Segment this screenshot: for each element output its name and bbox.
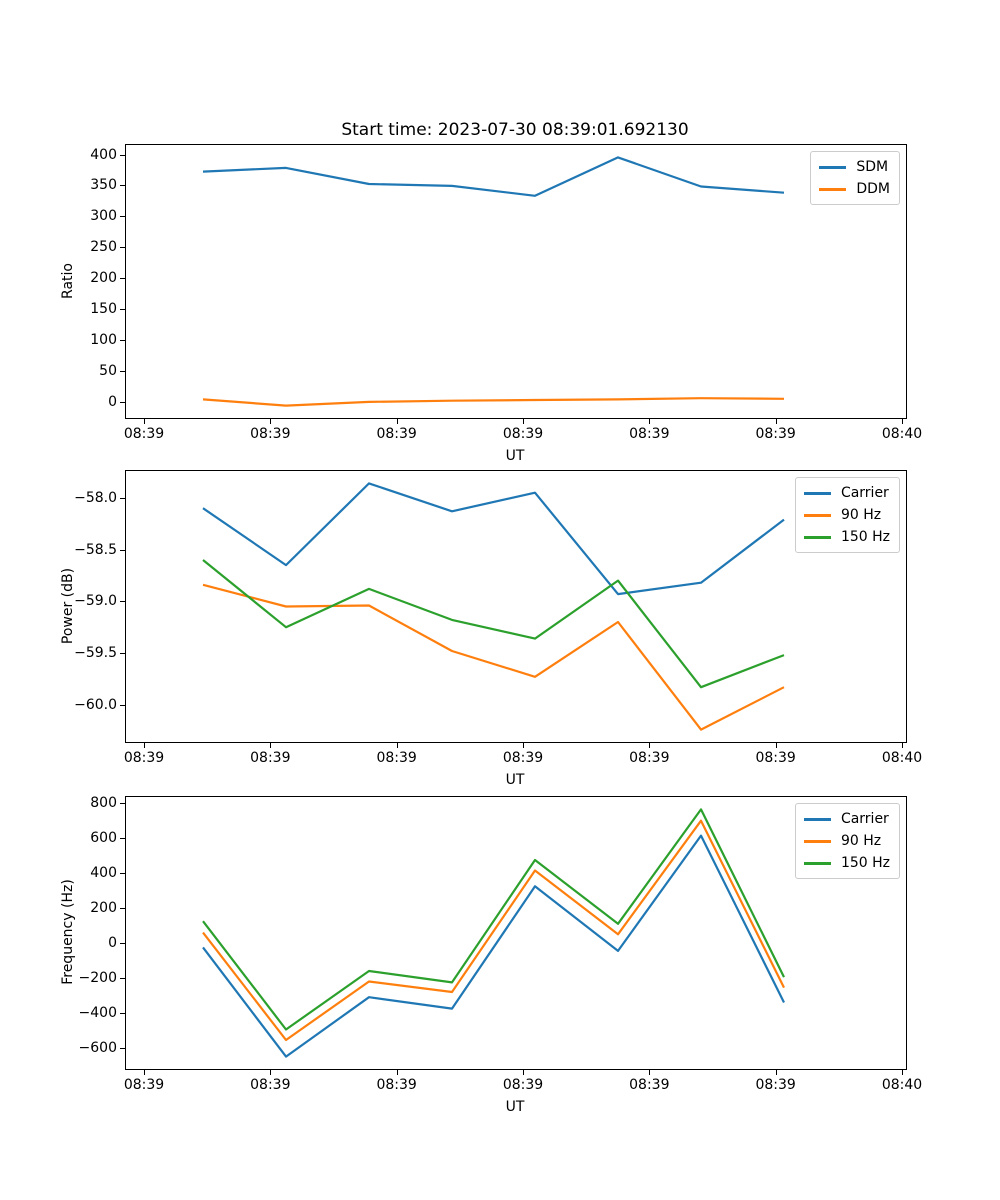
x-tick-mark: [902, 743, 903, 748]
y-tick-mark: [120, 402, 125, 403]
y-axis-label: Frequency (Hz): [60, 879, 76, 985]
x-tick-label: 08:39: [502, 426, 544, 442]
legend-entry-carrier: [804, 808, 890, 830]
y-tick-label: 400: [90, 146, 117, 163]
x-tick-mark: [144, 1070, 145, 1075]
x-tick-label: 08:39: [123, 426, 165, 442]
legend: [795, 803, 900, 879]
y-tick-mark: [120, 873, 125, 874]
y-tick-label: −200: [78, 969, 117, 986]
x-tick-label: 08:39: [123, 750, 165, 766]
y-tick-label: 800: [90, 795, 117, 812]
plot-area: [125, 144, 907, 419]
y-axis-label: Ratio: [60, 262, 76, 299]
y-tick-label: 0: [108, 934, 117, 951]
y-tick-mark: [120, 247, 125, 248]
x-tick-label: 08:40: [881, 426, 923, 442]
x-tick-mark: [776, 419, 777, 424]
y-tick-mark: [120, 1013, 125, 1014]
x-tick-label: 08:39: [250, 1077, 291, 1093]
legend-line-swatch: [804, 862, 831, 865]
y-tick-mark: [120, 978, 125, 979]
x-tick-mark: [649, 743, 650, 748]
legend: [810, 151, 900, 205]
x-tick-label: 08:39: [502, 1077, 544, 1093]
y-tick-mark: [120, 601, 125, 602]
legend-label: 150 Hz: [840, 529, 890, 545]
legend-entry-sdm: [819, 156, 890, 178]
y-tick-label: 300: [90, 208, 117, 225]
x-tick-label: 08:39: [755, 1077, 796, 1093]
y-tick-label: −59.0: [74, 593, 117, 610]
legend-line-swatch: [804, 840, 831, 843]
x-tick-mark: [270, 419, 271, 424]
legend-line-swatch: [819, 166, 846, 169]
x-tick-mark: [649, 419, 650, 424]
x-tick-label: 08:39: [250, 750, 291, 766]
x-tick-label: 08:40: [881, 750, 923, 766]
y-tick-mark: [120, 1048, 125, 1049]
y-tick-label: −60.0: [74, 696, 117, 713]
series-line-150-hz: [203, 560, 784, 687]
legend-line-swatch: [804, 492, 831, 495]
y-tick-mark: [120, 653, 125, 654]
x-tick-mark: [523, 419, 524, 424]
y-tick-label: 150: [90, 301, 117, 318]
legend-label: Carrier: [840, 485, 889, 501]
x-tick-label: 08:40: [881, 1077, 923, 1093]
x-tick-mark: [649, 1070, 650, 1075]
x-tick-label: 08:39: [376, 1077, 417, 1093]
x-tick-mark: [776, 1070, 777, 1075]
legend: [795, 477, 900, 553]
x-tick-mark: [902, 1070, 903, 1075]
x-tick-label: 08:39: [502, 750, 544, 766]
x-tick-label: 08:39: [755, 750, 796, 766]
plot-area: [125, 470, 907, 743]
legend-label: 90 Hz: [840, 507, 882, 523]
y-tick-label: −600: [78, 1039, 117, 1056]
y-tick-mark: [120, 803, 125, 804]
x-tick-mark: [523, 743, 524, 748]
y-tick-label: −58.0: [74, 489, 117, 506]
x-tick-mark: [270, 1070, 271, 1075]
y-tick-label: 350: [90, 177, 117, 194]
x-tick-mark: [523, 1070, 524, 1075]
legend-entry-90-hz: [804, 504, 890, 526]
y-tick-label: 200: [90, 899, 117, 916]
legend-entry-90-hz: [804, 830, 890, 852]
plot-area: [125, 796, 907, 1070]
y-tick-mark: [120, 705, 125, 706]
series-line-90-hz: [203, 585, 784, 730]
series-line-ddm: [203, 398, 784, 405]
x-axis-label: UT: [505, 1099, 525, 1115]
y-axis-label: Power (dB): [60, 567, 76, 644]
x-tick-mark: [144, 743, 145, 748]
legend-line-swatch: [819, 188, 846, 191]
y-tick-mark: [120, 340, 125, 341]
line-chart-svg: [126, 797, 906, 1069]
line-chart-svg: [126, 145, 906, 418]
x-tick-mark: [397, 743, 398, 748]
y-tick-label: 0: [108, 394, 117, 411]
y-tick-mark: [120, 908, 125, 909]
y-tick-mark: [120, 943, 125, 944]
x-tick-label: 08:39: [250, 426, 291, 442]
x-tick-label: 08:39: [123, 1077, 165, 1093]
y-tick-label: −400: [78, 1004, 117, 1021]
legend-label: DDM: [856, 181, 890, 197]
x-tick-label: 08:39: [629, 750, 670, 766]
x-tick-label: 08:39: [629, 426, 670, 442]
legend-entry-ddm: [819, 178, 890, 200]
y-tick-mark: [120, 838, 125, 839]
x-tick-label: 08:39: [376, 426, 417, 442]
legend-entry-150-hz: [804, 526, 890, 548]
x-tick-mark: [902, 419, 903, 424]
figure-title: Start time: 2023-07-30 08:39:01.692130: [341, 120, 689, 140]
y-tick-mark: [120, 550, 125, 551]
x-tick-mark: [397, 1070, 398, 1075]
y-tick-label: 200: [90, 270, 117, 287]
y-tick-mark: [120, 498, 125, 499]
legend-line-swatch: [804, 818, 831, 821]
x-tick-label: 08:39: [755, 426, 796, 442]
x-tick-mark: [270, 743, 271, 748]
legend-entry-150-hz: [804, 852, 890, 874]
series-line-90-hz: [203, 821, 784, 1040]
y-tick-mark: [120, 278, 125, 279]
legend-label: 90 Hz: [840, 833, 882, 849]
y-tick-label: 50: [99, 363, 117, 380]
y-tick-mark: [120, 216, 125, 217]
legend-label: Carrier: [840, 811, 889, 827]
legend-label: SDM: [856, 159, 889, 175]
x-tick-label: 08:39: [376, 750, 417, 766]
legend-entry-carrier: [804, 482, 890, 504]
y-tick-mark: [120, 371, 125, 372]
x-axis-label: UT: [505, 772, 525, 788]
y-tick-label: 250: [90, 239, 117, 256]
x-axis-label: UT: [505, 448, 525, 464]
legend-line-swatch: [804, 514, 831, 517]
y-tick-label: 600: [90, 830, 117, 847]
y-tick-mark: [120, 185, 125, 186]
y-tick-label: −59.5: [74, 645, 117, 662]
y-tick-mark: [120, 309, 125, 310]
series-line-carrier: [203, 836, 784, 1057]
legend-label: 150 Hz: [840, 855, 890, 871]
legend-line-swatch: [804, 536, 831, 539]
x-tick-label: 08:39: [629, 1077, 670, 1093]
x-tick-mark: [397, 419, 398, 424]
y-tick-label: −58.5: [74, 541, 117, 558]
y-tick-mark: [120, 155, 125, 156]
y-tick-label: 100: [90, 332, 117, 349]
series-line-sdm: [203, 157, 784, 195]
series-line-carrier: [203, 483, 784, 594]
x-tick-mark: [776, 743, 777, 748]
x-tick-mark: [144, 419, 145, 424]
line-chart-svg: [126, 471, 906, 742]
y-tick-label: 400: [90, 865, 117, 882]
